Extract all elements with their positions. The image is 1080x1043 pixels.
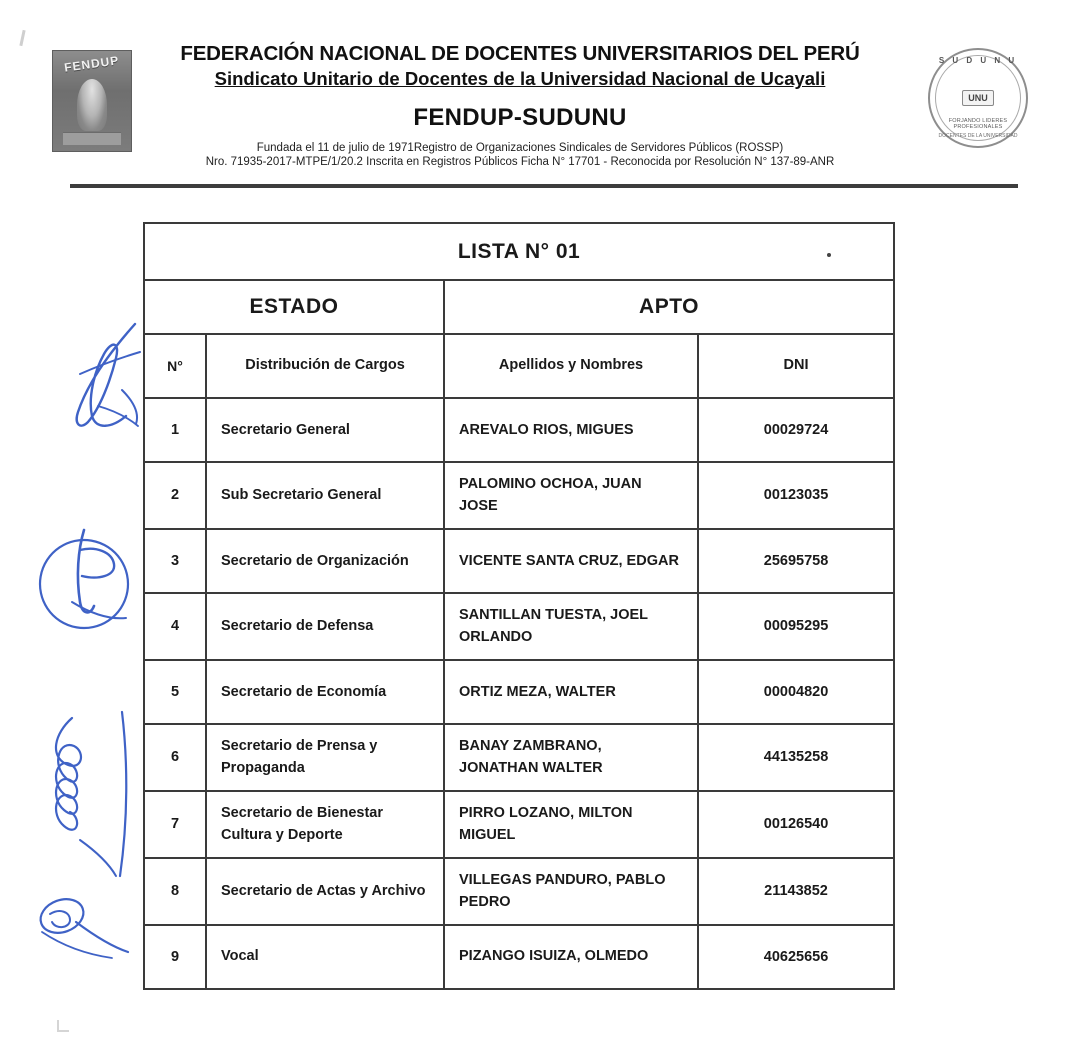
table-row	[144, 593, 894, 660]
row-name: PALOMINO OCHOA, JUAN JOSE	[444, 462, 698, 529]
row-number: 3	[144, 529, 206, 593]
signature-mark-3	[24, 700, 154, 930]
signature-mark-2	[22, 506, 162, 646]
organization-name: FEDERACIÓN NACIONAL DE DOCENTES UNIVERSITARIOS DEL PERÚ	[180, 42, 860, 65]
row-name: VILLEGAS PANDURO, PABLO PEDRO	[444, 858, 698, 925]
row-cargo: Secretario de Prensa y Propaganda	[206, 724, 444, 791]
row-number: 1	[144, 398, 206, 462]
seal-top-text: S U D U N U	[938, 56, 1018, 65]
row-dni: 00126540	[698, 791, 894, 858]
row-name: SANTILLAN TUESTA, JOEL ORLANDO	[444, 593, 698, 660]
row-cargo: Sub Secretario General	[206, 462, 444, 529]
signature-mark-4	[26, 878, 146, 988]
table-row	[144, 724, 894, 791]
row-number: 4	[144, 593, 206, 660]
row-dni: 00123035	[698, 462, 894, 529]
acronym-title: FENDUP-SUDUNU	[413, 104, 627, 131]
row-cargo: Vocal	[206, 925, 444, 989]
registry-line: Nro. 71935-2017-MTPE/1/20.2 Inscrita en Registros Públicos Ficha N° 17701 - Reconocida por Resolución N° 137-89-ANR	[205, 156, 835, 168]
row-number: 6	[144, 724, 206, 791]
seal-mid-text: UNU	[962, 90, 994, 106]
row-dni: 00004820	[698, 660, 894, 724]
estado-header: ESTADO	[144, 280, 444, 334]
founded-line: Fundada el 11 de julio de 1971Registro de Organizaciones Sindicales de Servidores Públicos (ROSSP)	[256, 142, 784, 154]
row-dni: 21143852	[698, 858, 894, 925]
row-cargo: Secretario General	[206, 398, 444, 462]
scan-artifact-bottom	[57, 1020, 69, 1032]
row-cargo: Secretario de Economía	[206, 660, 444, 724]
row-cargo: Secretario de Defensa	[206, 593, 444, 660]
table-row	[144, 529, 894, 593]
candidate-list-table	[143, 222, 895, 990]
row-cargo: Secretario de Bienestar Cultura y Deporte	[206, 791, 444, 858]
column-header-num: N°	[144, 334, 206, 398]
row-name: BANAY ZAMBRANO, JONATHAN WALTER	[444, 724, 698, 791]
header-divider	[70, 184, 1018, 188]
list-title: LISTA N° 01	[144, 223, 894, 280]
row-number: 2	[144, 462, 206, 529]
row-name: ORTIZ MEZA, WALTER	[444, 660, 698, 724]
document-header	[0, 34, 1080, 174]
fendup-logo-text: FENDUP	[63, 53, 121, 75]
table-row	[144, 858, 894, 925]
sudunu-seal	[928, 48, 1028, 148]
row-name: PIRRO LOZANO, MILTON MIGUEL	[444, 791, 698, 858]
row-dni: 00029724	[698, 398, 894, 462]
torch-icon	[77, 79, 107, 131]
table-row	[144, 791, 894, 858]
column-header-name: Apellidos y Nombres	[444, 334, 698, 398]
row-number: 8	[144, 858, 206, 925]
row-number: 5	[144, 660, 206, 724]
seal-bottom-text: FORJANDO LIDERES PROFESIONALES	[948, 118, 1008, 130]
header-title-block	[150, 42, 890, 168]
row-number: 7	[144, 791, 206, 858]
row-number: 9	[144, 925, 206, 989]
apto-header: APTO	[444, 280, 894, 334]
table-row	[144, 398, 894, 462]
row-dni: 44135258	[698, 724, 894, 791]
column-header-dni: DNI	[698, 334, 894, 398]
row-dni: 00095295	[698, 593, 894, 660]
logo-base	[63, 132, 121, 145]
union-name: Sindicato Unitario de Docentes de la Universidad Nacional de Ucayali	[214, 68, 826, 89]
column-header-cargo: Distribución de Cargos	[206, 334, 444, 398]
row-name: PIZANGO ISUIZA, OLMEDO	[444, 925, 698, 989]
fendup-logo	[52, 50, 132, 152]
row-cargo: Secretario de Organización	[206, 529, 444, 593]
table-row	[144, 660, 894, 724]
row-cargo: Secretario de Actas y Archivo	[206, 858, 444, 925]
seal-bottom-text-2: DOCENTES DE LA UNIVERSIDAD	[938, 133, 1018, 139]
table-row	[144, 925, 894, 989]
row-name: AREVALO RIOS, MIGUES	[444, 398, 698, 462]
row-name: VICENTE SANTA CRUZ, EDGAR	[444, 529, 698, 593]
row-dni: 25695758	[698, 529, 894, 593]
row-dni: 40625656	[698, 925, 894, 989]
table-row	[144, 462, 894, 529]
